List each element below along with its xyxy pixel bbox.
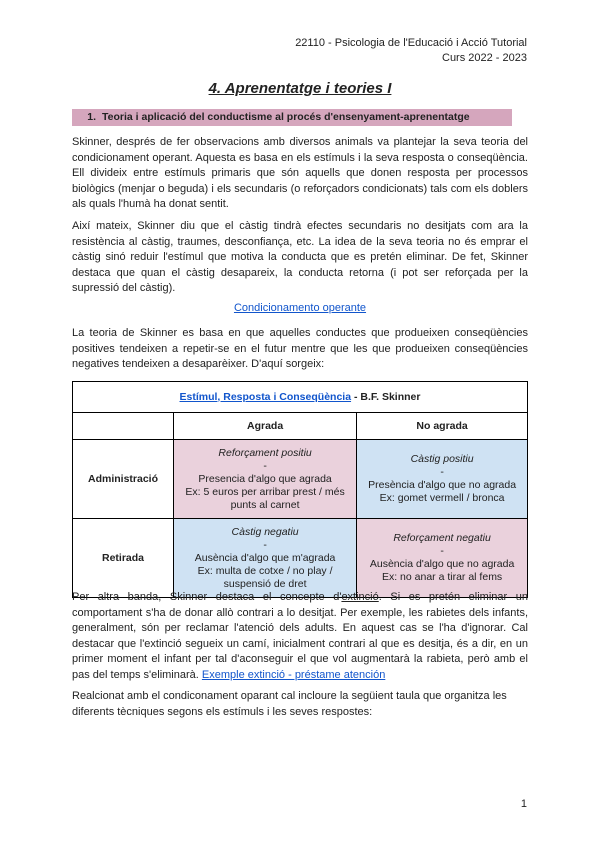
cell-line: Ex: gomet vermell / bronca	[379, 492, 505, 504]
cell-dash: -	[263, 459, 267, 472]
paragraph-4-start: Per altra banda, Skinner destaca el concepte d'	[72, 591, 342, 603]
cell-dash: -	[440, 545, 444, 557]
cell-line: Ausència d'algo que m'agrada	[194, 551, 336, 564]
page-header	[295, 36, 527, 66]
course-year: Curs 2022 - 2023	[442, 52, 527, 64]
cell-line: Ex: multa de cotxe / no play /	[197, 564, 333, 577]
paragraph-4-rest: . Si es pretén eliminar un comportament s'ha de donar allò contrari a lo desitjat. Per exemple, les rabietes dels infants, generalment, són per reclamar l'atenció dels adults. En aquest cas se l'ha d'ignorar. Cal destacar que l'extinció segueix un camí, inicialment contrari al que es desitja, és a dir, en un primer moment el infant per tal d'aconseguir el que vol augmentarà la rabieta, però amb el pas del temps s'eliminarà.	[72, 591, 528, 681]
term-extincio: extinció	[341, 591, 379, 603]
cell-title: Càstig negatiu	[231, 525, 299, 538]
cell-line: suspensió de dret	[223, 577, 307, 590]
cell-line: Ausència d'algo que no agrada	[369, 558, 515, 570]
page-number: 1	[520, 798, 527, 810]
cell-line: Ex: no anar a tirar al fems	[381, 571, 503, 583]
cell-title: Reforçament negatiu	[393, 532, 491, 544]
paragraph-3: La teoria de Skinner es basa en que aquelles conductes que produeixen conseqüències positives tendeixen a repetir-se en el futur mentre que les que produeixen conseqüències negatives tendeixen a desaparèixer. D'aquí sorgeix:	[72, 327, 528, 370]
paragraph-2: Així mateix, Skinner diu que el càstig tindrà efectes secundaris no desitjats com ara la resistència al càstig, traumes, desconfiança, etc. La idea de la seva teoria no és emprar el càstig sinó reduir l'estímul que motiva la conducta que es pretén eliminar. De fet, Skinner destaca que quan el càstig desapareix, la conducta retorna (i pot ser reforçada per la supressió del càstig).	[72, 220, 528, 294]
col-header-no-agrada: No agrada	[357, 413, 528, 440]
cell-title: Càstig positiu	[410, 453, 474, 465]
col-header-agrada: Agrada	[174, 413, 357, 440]
section-heading	[72, 109, 512, 126]
cell-castig-negatiu	[174, 519, 357, 598]
link-condicionamento-operante[interactable]: Condicionamento operante	[233, 302, 367, 314]
link-condicionamento-container	[0, 302, 600, 314]
cell-reforcament-positiu	[174, 440, 357, 519]
skinner-table	[72, 381, 528, 598]
cell-dash: -	[263, 538, 267, 551]
cell-castig-positiu	[357, 440, 528, 519]
row-header-retirada: Retirada	[73, 519, 174, 598]
section-number: 1.	[87, 111, 96, 123]
cell-dash: -	[440, 466, 444, 478]
section-text: Teoria i aplicació del conductisme al procés d'ensenyament-aprenentatge	[102, 111, 470, 123]
cell-reforcament-negatiu	[357, 519, 528, 598]
table-corner	[73, 413, 174, 440]
table-caption-link[interactable]: Estímul, Resposta i Conseqüència	[179, 390, 352, 403]
paragraph-1: Skinner, després de fer observacions amb diversos animals va plantejar la seva teoria del condicionament operant. Aquesta es basa en els estímuls i la seva resposta o conseqüència. Ell divideix entre estímuls primaris que són aquells que donen resposta per processos biològics (menjar o beguda) i els secundaris (o reforçadors condicionats) tals com els doblers als quals l'humà ha donat sentit.	[72, 136, 528, 210]
cell-line: Presència d'algo que no agrada	[368, 479, 517, 491]
table-caption-author: - B.F. Skinner	[351, 390, 421, 403]
course-name: 22110 - Psicologia de l'Educació i Acció Tutorial	[295, 37, 527, 49]
cell-title: Reforçament positiu	[218, 446, 312, 459]
cell-line: punts al carnet	[230, 498, 300, 511]
row-header-administracio: Administració	[73, 440, 174, 519]
table-caption	[73, 382, 528, 413]
link-exemple-extincio[interactable]: Exemple extinció - préstame atención	[201, 668, 386, 681]
cell-line: Presencia d'algo que agrada	[198, 472, 332, 485]
page-title: 4. Aprenentatge i teories I	[208, 80, 392, 97]
paragraph-4	[72, 590, 528, 683]
cell-line: Ex: 5 euros per arribar prest / més	[185, 485, 345, 498]
paragraph-5: Realcionat amb el condiconament oparant cal incloure la següient taula que organitza les diferents tècniques segons els estímuls i les seves respostes:	[72, 690, 507, 718]
